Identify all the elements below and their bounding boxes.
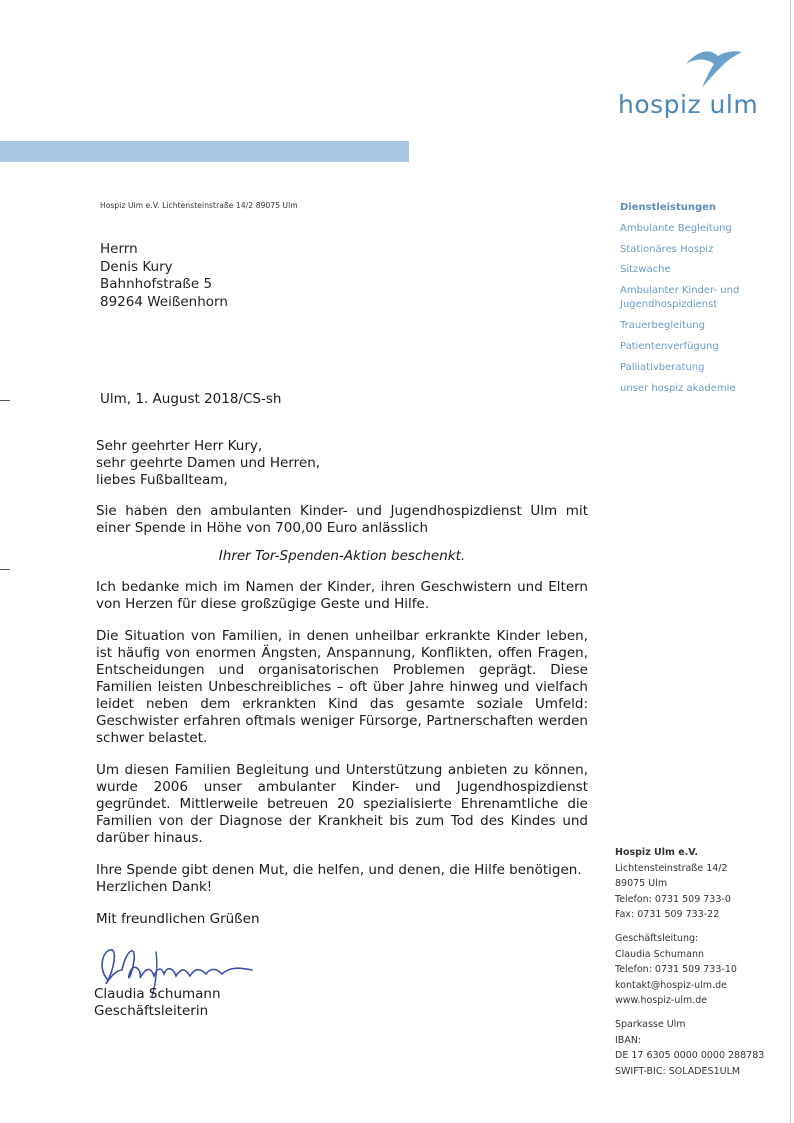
contact-fax: Fax: 0731 509 733-22 <box>615 909 720 921</box>
contact-mgmt-phone: Telefon: 0731 509 733-10 <box>615 964 737 976</box>
contact-info <box>615 845 785 1087</box>
sender-address-line: Hospiz Ulm e.V. Lichtensteinstraße 14/2 89075 Ulm <box>100 201 298 210</box>
recipient-name: Denis Kury <box>100 258 173 275</box>
header-accent-bar <box>0 141 409 162</box>
contact-email: kontakt@hospiz-ulm.de <box>615 979 727 991</box>
fold-mark <box>0 400 10 401</box>
contact-address-block <box>615 845 785 923</box>
closing-thanks: Herzlichen Dank! <box>96 879 213 895</box>
service-item-line: Ambulanter Kinder- und <box>620 285 740 297</box>
recipient-street: Bahnhofstraße 5 <box>100 276 213 292</box>
service-item: Stationäres Hospiz <box>620 243 714 255</box>
paragraph-closing-thanks <box>96 862 588 896</box>
service-item-line: Jugendhospizdienst <box>620 299 718 311</box>
service-item: Trauerbegleitung <box>620 320 705 332</box>
closing-greeting: Mit freundlichen Grüßen <box>96 911 260 927</box>
contact-iban: DE 17 6305 0000 0000 288783 <box>615 1050 765 1062</box>
recipient-salutation: Herrn <box>100 241 138 257</box>
contact-swift: SWIFT-BIC: SOLADES1ULM <box>615 1065 741 1077</box>
contact-mgmt-name: Claudia Schumann <box>615 948 705 960</box>
paragraph-service: Um diesen Familien Begleitung und Unterstützung anbieten zu können, wurde 2006 unser ambulanter Kinder- und Jugendhospizdienst gegründet. Mittlerweile betreuen 20 spezialisierte Ehrenamtliche die Familien von der Diagnose der Krankheit bis zum Tod des Kindes und darüber hinaus. <box>96 762 588 846</box>
contact-bank: Sparkasse Ulm <box>615 1018 686 1030</box>
service-item <box>620 281 790 316</box>
salutation <box>96 438 588 489</box>
page-edge-line <box>790 0 791 1123</box>
hospiz-ulm-logo <box>606 44 766 124</box>
contact-org: Hospiz Ulm e.V. <box>615 847 698 858</box>
donation-occasion: Ihrer Tor-Spenden-Aktion beschenkt. <box>218 548 466 564</box>
contact-iban-label: IBAN: <box>615 1034 642 1046</box>
paragraph-thanks: Ich bedanke mich im Namen der Kinder, ihren Geschwistern und Eltern von Herzen für diese großzügige Geste und Hilfe. <box>96 579 588 612</box>
services-list <box>620 198 790 399</box>
salutation-line: sehr geehrte Damen und Herren, <box>96 455 321 471</box>
logo-wordmark: hospiz ulm <box>618 90 759 119</box>
fold-mark <box>0 569 10 570</box>
signatory-title: Geschäftsleiterin <box>94 1003 209 1019</box>
signatory-name: Claudia Schumann <box>94 986 221 1002</box>
contact-street: Lichtensteinstraße 14/2 <box>615 862 728 874</box>
date-reference-line: Ulm, 1. August 2018/CS-sh <box>100 391 282 407</box>
paragraph-donation: Sie haben den ambulanten Kinder- und Jugendhospizdienst Ulm mit einer Spende in Höhe von 700,00 Euro anlässlich <box>96 503 588 536</box>
services-heading: Dienstleistungen <box>620 202 717 213</box>
contact-management-block <box>615 931 785 1009</box>
service-item: Patientenverfügung <box>620 340 719 352</box>
paragraph-situation: Die Situation von Familien, in denen unheilbar erkrankte Kinder leben, ist häufig von enormen Ängsten, Anspannung, Konflikten, offen Fragen, Entscheidungen und organisatorischen Problemen geprägt. Diese Familien leisten Unbeschreibliches – oft über Jahre hinweg und vielfach leidet neben dem erkrankten Kind das gesamte soziale Umfeld: Geschwister erfahren oftmals weniger Fürsorge, Partnerschaften werden schwer belastet. <box>96 628 588 746</box>
service-item: Ambulante Begleitung <box>620 222 732 234</box>
service-item: unser hospiz akademie <box>620 382 736 394</box>
letter-body <box>96 438 588 928</box>
recipient-address <box>100 241 228 311</box>
recipient-city: 89264 Weißenhorn <box>100 293 228 310</box>
service-item: Palliativberatung <box>620 361 705 373</box>
contact-phone: Telefon: 0731 509 733-0 <box>615 893 731 905</box>
bird-icon <box>684 44 744 92</box>
contact-mgmt-label: Geschäftsleitung: <box>615 932 699 944</box>
contact-bank-block <box>615 1017 785 1079</box>
signatory <box>94 986 221 1020</box>
contact-website: www.hospiz-ulm.de <box>615 995 708 1007</box>
salutation-line: Sehr geehrter Herr Kury, <box>96 438 263 454</box>
closing-sentence: Ihre Spende gibt denen Mut, die helfen, und denen, die Hilfe benötigen. <box>96 862 582 878</box>
service-item: Sitzwache <box>620 264 671 276</box>
contact-city: 89075 Ulm <box>615 878 668 890</box>
salutation-line: liebes Fußballteam, <box>96 472 228 488</box>
